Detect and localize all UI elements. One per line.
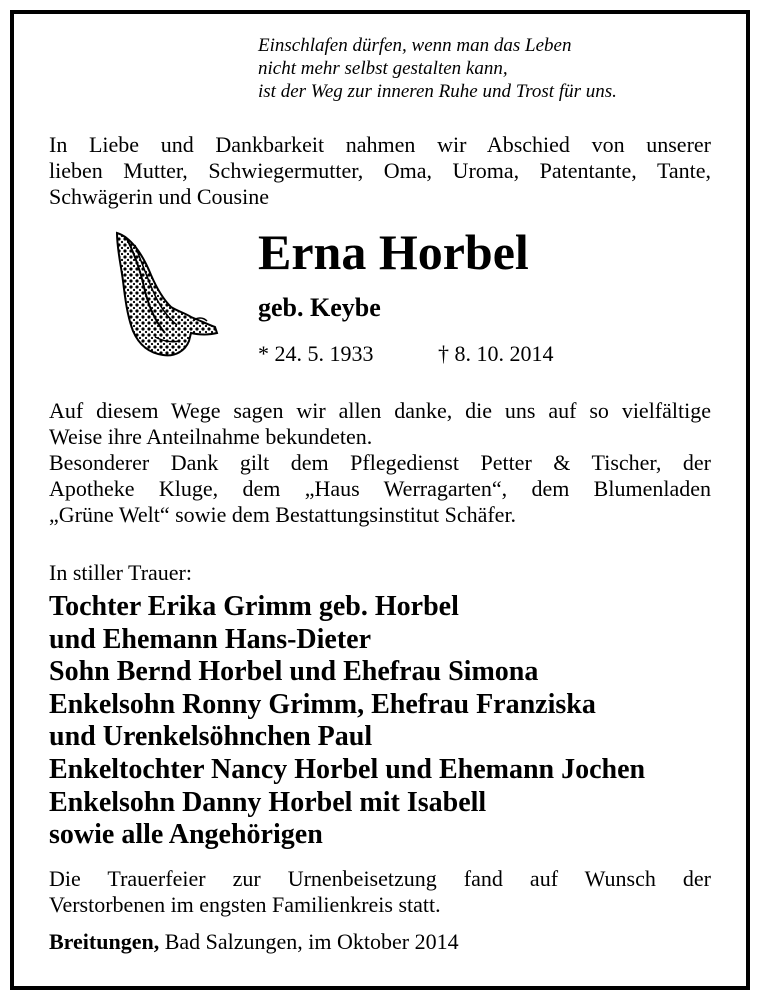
intro-line: In Liebe und Dankbarkeit nahmen wir Abschied von unserer <box>49 132 711 157</box>
death-date: † 8. 10. 2014 <box>438 341 554 366</box>
thanks-line: Auf diesem Wege sagen wir allen danke, die uns auf so vielfältige <box>49 398 711 423</box>
intro-paragraph <box>49 132 711 210</box>
thanks-line: Besonderer Dank gilt dem Pflegedienst Petter & Tischer, der <box>49 450 711 475</box>
poem-line: ist der Weg zur inneren Ruhe und Trost für uns. <box>258 81 617 102</box>
ceremony-line: Verstorbenen im engsten Familienkreis statt. <box>49 892 441 917</box>
mourner-line: und Urenkelsöhnchen Paul <box>49 721 373 753</box>
poem <box>258 34 708 103</box>
poem-line: nicht mehr selbst gestalten kann, <box>258 58 508 79</box>
mourner-line: Enkelsohn Danny Horbel mit Isabell <box>49 786 487 818</box>
thanks-line: „Grüne Welt“ sowie dem Bestattungsinstitut Schäfer. <box>49 502 517 527</box>
town-name: Breitungen, <box>49 929 160 954</box>
deceased-name: Erna Horbel <box>258 224 529 280</box>
mourner-line: Sohn Bernd Horbel und Ehefrau Simona <box>49 656 539 688</box>
life-dates <box>258 340 554 368</box>
mourner-line: Enkelsohn Ronny Grimm, Ehefrau Franziska <box>49 688 596 720</box>
intro-line: lieben Mutter, Schwiegermutter, Oma, Uroma, Patentante, Tante, <box>49 158 711 183</box>
place-and-date <box>49 928 459 956</box>
mourner-line: Tochter Erika Grimm geb. Horbel <box>49 591 459 622</box>
birth-date: * 24. 5. 1933 <box>258 341 374 366</box>
mourner-line: und Ehemann Hans-Dieter <box>49 623 372 655</box>
thanks-paragraph <box>49 398 711 528</box>
thanks-line: Apotheke Kluge, dem „Haus Werragarten“, dem Blumenladen <box>49 476 711 501</box>
intro-line: Schwägerin und Cousine <box>49 184 269 209</box>
ceremony-paragraph <box>49 866 711 918</box>
maiden-name: geb. Keybe <box>258 293 381 322</box>
poem-line: Einschlafen dürfen, wenn man das Leben <box>258 35 572 56</box>
place-date: Bad Salzungen, im Oktober 2014 <box>159 929 459 954</box>
praying-hands-icon <box>105 225 225 360</box>
mourner-line: Enkeltochter Nancy Horbel und Ehemann Jochen <box>49 753 646 785</box>
mourners-list <box>49 591 729 852</box>
ceremony-line: Die Trauerfeier zur Urnenbeisetzung fand auf Wunsch der <box>49 866 711 891</box>
mourners-label: In stiller Trauer: <box>49 560 192 585</box>
mourner-line: sowie alle Angehörigen <box>49 819 323 851</box>
thanks-line: Weise ihre Anteilnahme bekundeten. <box>49 424 373 449</box>
